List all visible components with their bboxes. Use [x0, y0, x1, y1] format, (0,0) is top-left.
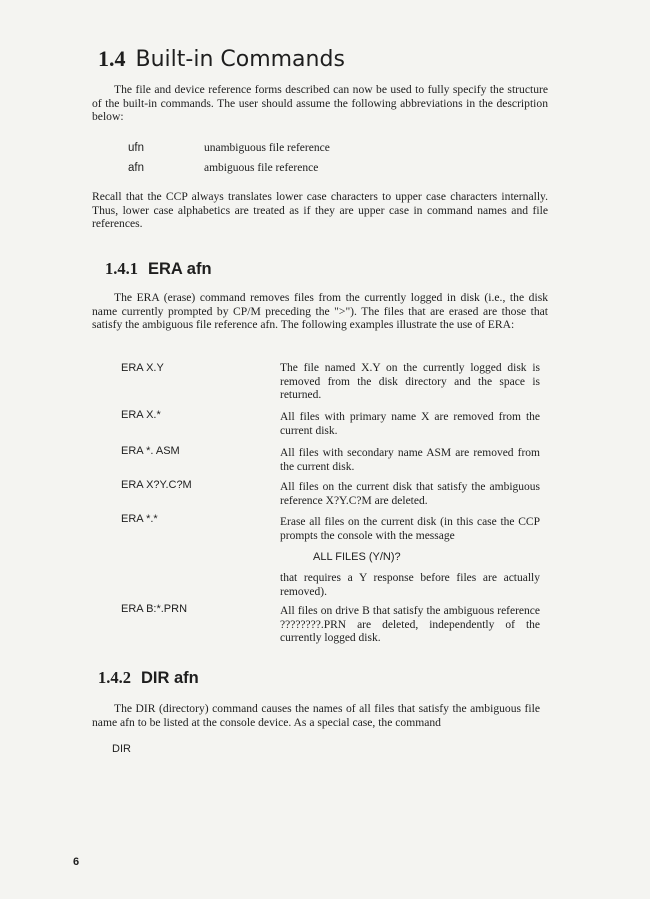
era-example-description: Erase all files on the current disk (in this case the CCP prompts the console with the message: [280, 516, 540, 542]
section-title-text: Built-in Commands: [135, 47, 345, 72]
section-title: [98, 46, 345, 72]
era-example-description: All files with secondary name ASM are removed from the current disk.: [280, 447, 540, 473]
abbreviation-key: afn: [128, 162, 144, 174]
era-example-description: All files on drive B that satisfy the ambiguous reference ????????.PRN are deleted, independently of the currently logged disk.: [280, 605, 540, 644]
dir-subsection-title: [98, 668, 199, 688]
abbreviation-afn: [128, 161, 318, 175]
era-example-command: ERA *. ASM: [121, 445, 180, 457]
era-intro-paragraph: The ERA (erase) command removes files from the currently logged in disk (i.e., the disk name currently prompted by CP/M preceding the ">"). The files that are erased are those that satisfy the ambiguous file reference afn. The following examples illustrate the use of ERA:: [92, 291, 548, 331]
era-prompt-continuation: that requires a Y response before files are actually removed).: [280, 572, 540, 598]
abbreviation-ufn: [128, 141, 330, 155]
abbreviation-key: ufn: [128, 142, 144, 154]
era-example-command: ERA *.*: [121, 513, 158, 525]
abbreviation-meaning: unambiguous file reference: [204, 142, 330, 154]
era-subsection-title: [105, 259, 212, 279]
dir-intro-paragraph: The DIR (directory) command causes the names of all files that satisfy the ambiguous file name afn to be listed at the console device. As a special case, the command: [92, 702, 540, 729]
era-title: ERA afn: [148, 260, 212, 278]
era-prompt-message: ALL FILES (Y/N)?: [313, 551, 401, 563]
era-number: 1.4.1: [105, 259, 138, 278]
dir-title: DIR afn: [141, 669, 199, 687]
era-example-description: The file named X.Y on the currently logged disk is removed from the disk directory and the space is returned.: [280, 362, 540, 401]
era-example-description: All files on the current disk that satisfy the ambiguous reference X?Y.C?M are deleted.: [280, 481, 540, 507]
era-example-command: ERA B:*.PRN: [121, 603, 188, 615]
intro-paragraph: The file and device reference forms described can now be used to fully specify the structure of the built-in commands. The user should assume the following abbreviations in the description below:: [92, 83, 548, 123]
era-example-description: All files with primary name X are removed from the current disk.: [280, 411, 540, 437]
abbreviation-meaning: ambiguous file reference: [204, 162, 319, 174]
recall-paragraph: Recall that the CCP always translates lower case characters to upper case characters internally. Thus, lower case alphabetics are treated as if they are upper case in command names and file references.: [92, 190, 548, 230]
dir-number: 1.4.2: [98, 668, 131, 687]
section-number: 1.4: [98, 46, 126, 71]
era-example-command: ERA X.*: [121, 409, 161, 421]
dir-command-example: DIR: [112, 743, 131, 755]
era-example-command: ERA X?Y.C?M: [121, 479, 192, 491]
era-example-command: ERA X.Y: [121, 362, 164, 374]
page-number: 6: [73, 856, 80, 868]
